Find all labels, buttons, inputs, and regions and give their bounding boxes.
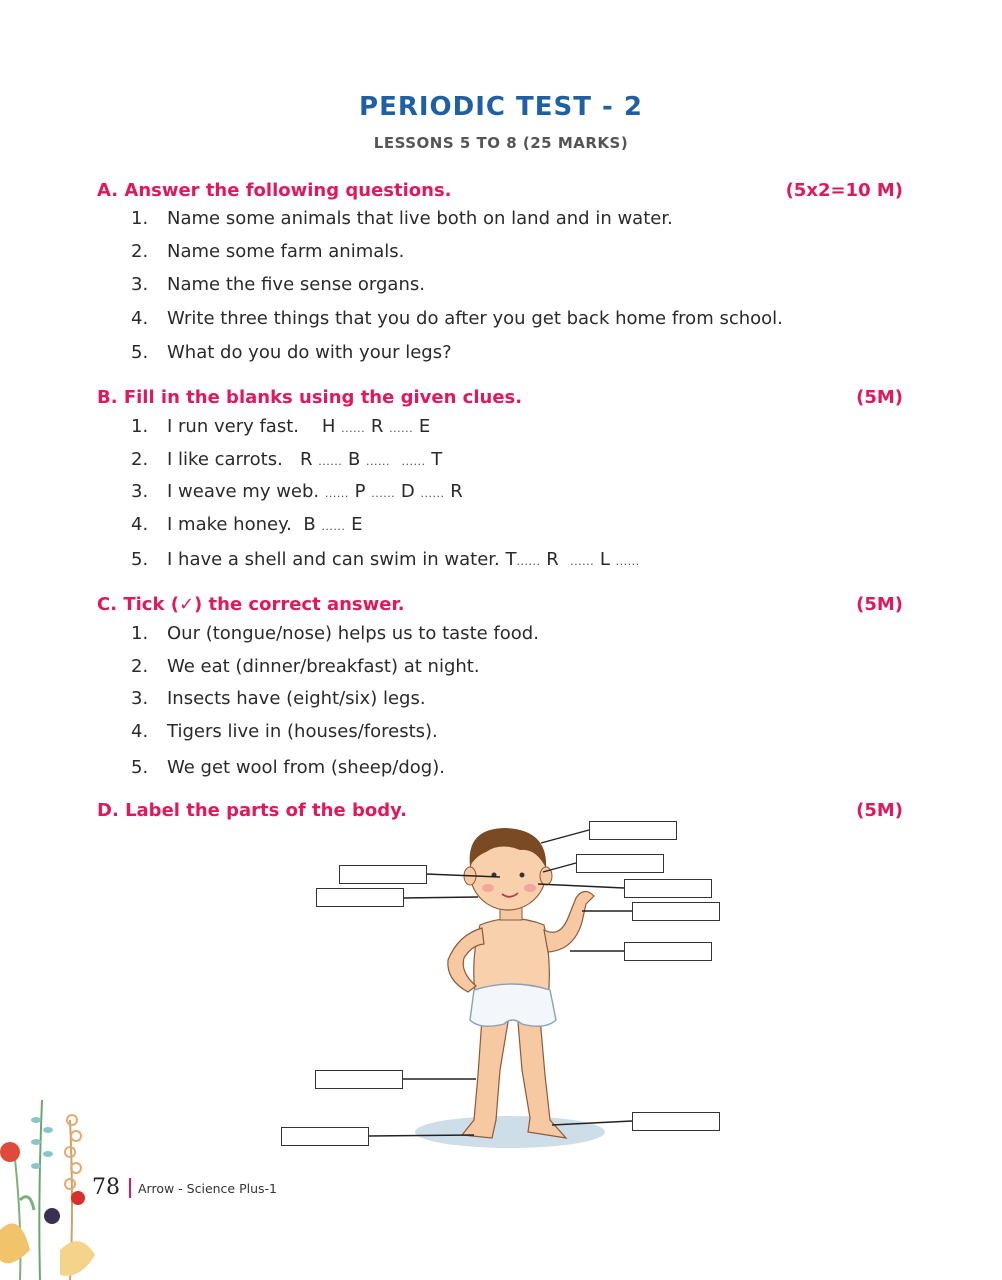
- question-text: I weave my web.: [167, 481, 320, 502]
- question-a1: [131, 208, 673, 229]
- book-title: Arrow - Science Plus-1: [138, 1181, 278, 1196]
- question-number: 2.: [131, 656, 149, 677]
- question-b1: [131, 416, 430, 437]
- label-box-arm[interactable]: [624, 942, 712, 961]
- question-b4: [131, 514, 363, 535]
- question-number: 3.: [131, 481, 149, 502]
- clue-blank: ......: [401, 455, 426, 468]
- clue-letter: R: [450, 481, 463, 502]
- question-text: We get wool from (sheep/dog).: [167, 757, 445, 778]
- label-box-toes[interactable]: [632, 1112, 720, 1131]
- question-number: 5.: [131, 342, 149, 363]
- question-c1: [131, 623, 539, 644]
- clue-letter: T: [505, 549, 517, 570]
- section-letter: B.: [97, 387, 118, 408]
- clue-blank: ......: [341, 422, 366, 435]
- label-box-ear[interactable]: [576, 854, 664, 873]
- label-box-finger[interactable]: [632, 902, 720, 921]
- clue-letter: R: [299, 449, 313, 470]
- page-title: PERIODIC TEST - 2: [359, 92, 643, 122]
- question-number: 1.: [131, 416, 149, 437]
- clue-blank: ......: [420, 487, 445, 500]
- clue-blank: ......: [570, 555, 595, 568]
- question-a5: [131, 342, 452, 363]
- question-number: 4.: [131, 308, 149, 329]
- clue-letter: D: [400, 481, 415, 502]
- question-number: 4.: [131, 514, 149, 535]
- question-text: I make honey.: [167, 514, 292, 535]
- section-b-marks: (5M): [856, 387, 903, 408]
- clue-letter: B: [303, 514, 316, 535]
- section-c-heading: [97, 594, 405, 615]
- question-text: Insects have (eight/six) legs.: [167, 688, 426, 709]
- clue-blank: ......: [318, 455, 343, 468]
- question-text: Our (tongue/nose) helps us to taste food.: [167, 623, 539, 644]
- question-number: 3.: [131, 688, 149, 709]
- question-number: 1.: [131, 623, 149, 644]
- section-letter: D.: [97, 800, 119, 821]
- clue-blank: ......: [516, 555, 541, 568]
- label-box-nose[interactable]: [316, 888, 404, 907]
- floral-decoration: [0, 1080, 100, 1280]
- question-text: I have a shell and can swim in water.: [167, 549, 500, 570]
- question-c4: [131, 721, 438, 742]
- tick-icon: ✓: [178, 594, 195, 615]
- section-title: Label the parts of the body.: [125, 800, 408, 821]
- section-d-marks: (5M): [856, 800, 903, 821]
- clue-letter: R: [546, 549, 559, 570]
- clue-blank: ......: [389, 422, 414, 435]
- question-b2: [131, 449, 442, 470]
- label-box-eye[interactable]: [339, 865, 427, 884]
- section-title: Answer the following questions.: [124, 180, 452, 201]
- section-b-heading: [97, 387, 522, 408]
- label-box-hair[interactable]: [589, 821, 677, 840]
- footer-divider: [129, 1178, 131, 1198]
- question-text: Name some farm animals.: [167, 241, 405, 262]
- question-number: 1.: [131, 208, 149, 229]
- section-c-marks: (5M): [856, 594, 903, 615]
- section-letter: A.: [97, 180, 119, 201]
- clue-letter: B: [347, 449, 361, 470]
- page-subtitle: LESSONS 5 TO 8 (25 MARKS): [373, 134, 629, 152]
- question-b5: [131, 549, 640, 570]
- question-a4: [131, 308, 783, 329]
- question-a3: [131, 274, 425, 295]
- clue-letter: L: [599, 549, 610, 570]
- question-text: Name some animals that live both on land and in water.: [167, 208, 673, 229]
- clue-letter: H: [321, 416, 336, 437]
- section-title-pre: Tick (: [123, 594, 179, 615]
- question-a2: [131, 241, 404, 262]
- clue-letter: E: [351, 514, 363, 535]
- question-text: We eat (dinner/breakfast) at night.: [167, 656, 480, 677]
- label-box-mouth[interactable]: [624, 879, 712, 898]
- question-c5: [131, 757, 445, 778]
- clue-blank: ......: [321, 520, 346, 533]
- question-c3: [131, 688, 426, 709]
- clue-letter: P: [354, 481, 366, 502]
- section-a-marks: (5x2=10 M): [785, 180, 903, 201]
- question-b3: [131, 481, 463, 502]
- page-number: 78: [92, 1175, 120, 1200]
- clue-blank: ......: [371, 487, 396, 500]
- clue-blank: ......: [366, 455, 391, 468]
- label-box-foot[interactable]: [281, 1127, 369, 1146]
- clue-letter: T: [431, 449, 443, 470]
- section-title-post: ) the correct answer.: [194, 594, 405, 615]
- question-text: I run very fast.: [167, 416, 299, 437]
- question-number: 4.: [131, 721, 149, 742]
- section-letter: C.: [97, 594, 118, 615]
- clue-blank: ......: [615, 555, 640, 568]
- clue-letter: R: [370, 416, 384, 437]
- question-number: 5.: [131, 549, 149, 570]
- label-box-leg[interactable]: [315, 1070, 403, 1089]
- question-text: Tigers live in (houses/forests).: [167, 721, 438, 742]
- question-text: What do you do with your legs?: [167, 342, 452, 363]
- question-text: Name the five sense organs.: [167, 274, 425, 295]
- section-a-heading: [97, 180, 452, 201]
- clue-letter: E: [418, 416, 431, 437]
- section-title: Fill in the blanks using the given clues.: [123, 387, 523, 408]
- question-text: I like carrots.: [167, 449, 283, 470]
- clue-blank: ......: [324, 487, 349, 500]
- question-number: 2.: [131, 241, 149, 262]
- question-number: 3.: [131, 274, 149, 295]
- question-c2: [131, 656, 480, 677]
- question-text: Write three things that you do after you get back home from school.: [167, 308, 783, 329]
- question-number: 2.: [131, 449, 149, 470]
- question-number: 5.: [131, 757, 149, 778]
